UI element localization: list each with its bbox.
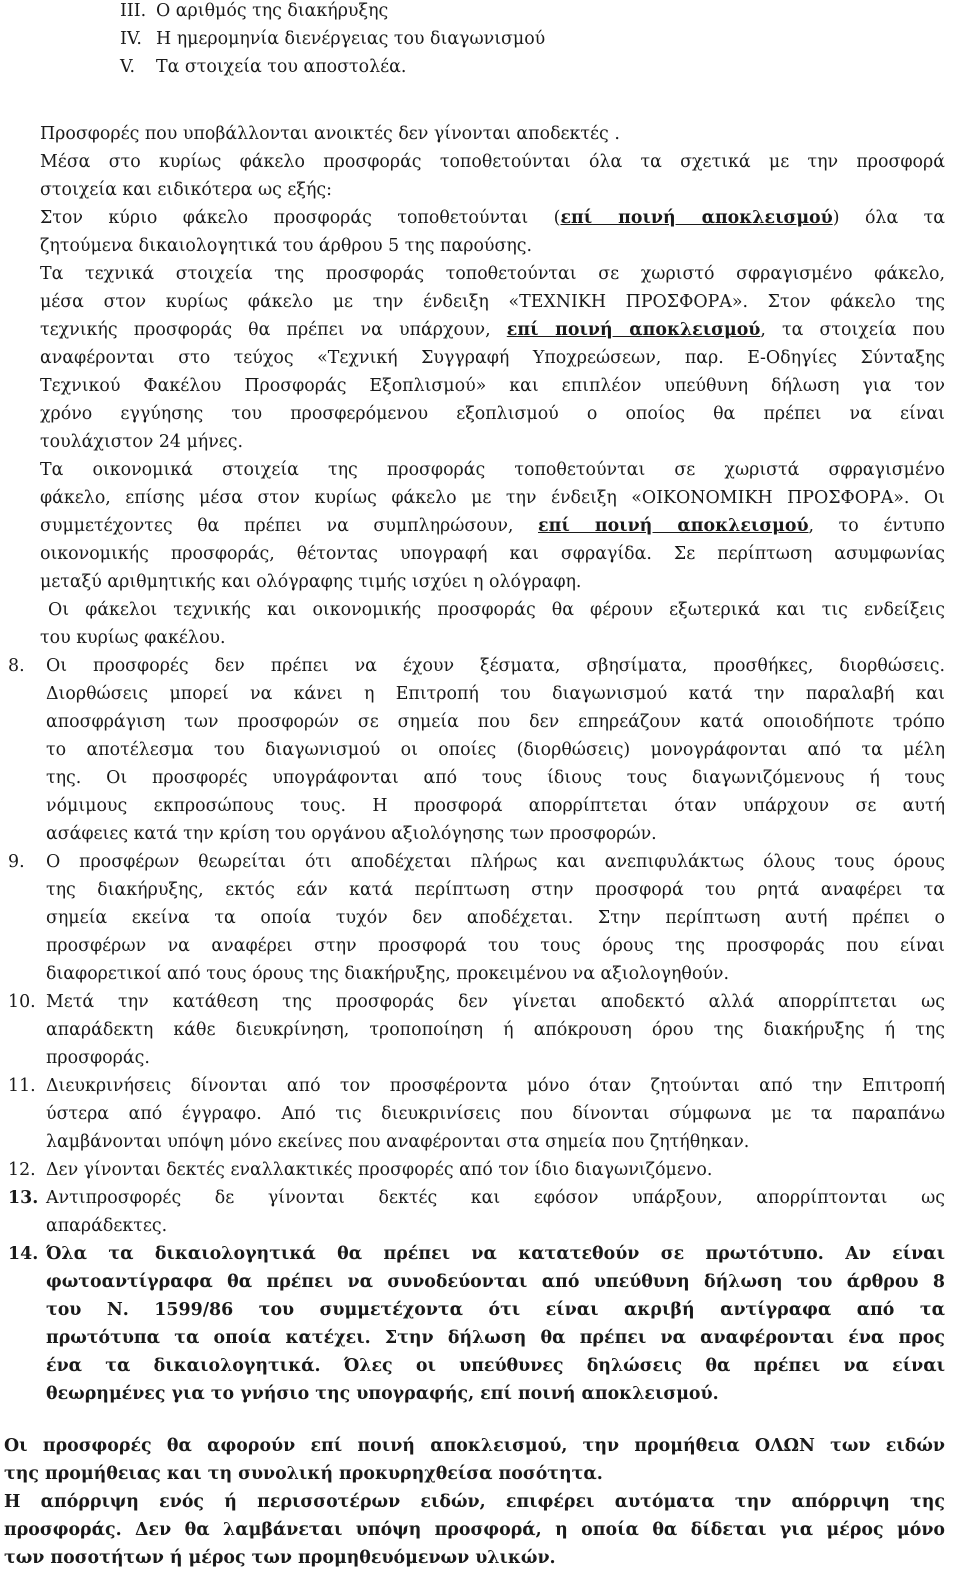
paragraph-line: αναφέρονται στο τεύχος «Τεχνική Συγγραφή Υποχρεώσεων, παρ. Ε-Οδηγίες Σύνταξης xyxy=(40,348,945,368)
closing-line: των ποσοτήτων ή μέρος των προμηθευόμενων υλικών. xyxy=(4,1548,556,1568)
item-number: 14. xyxy=(8,1244,39,1264)
paragraph-line: Τα οικονομικά στοιχεία της προσφοράς τοποθετούνται σε χωριστά σφραγισμένο xyxy=(40,460,945,480)
closing-line: προσφοράς. Δεν θα λαμβάνεται υπόψη προσφορά, η οποία θα δίδεται για μέρος μόνο xyxy=(4,1520,945,1540)
closing-line: Οι προσφορές θα αφορούν επί ποινή αποκλεισμού, την προμήθεια ΟΛΩΝ των ειδών xyxy=(4,1436,945,1456)
item-line: πρωτότυπα τα οποία κατέχει. Στην δήλωση θα πρέπει να αναφέρονται ένα προς xyxy=(46,1328,945,1348)
paragraph-line: μέσα στον κυρίως φάκελο με την ένδειξη «ΤΕΧΝΙΚΗ ΠΡΟΣΦΟΡΑ». Στον φάκελο της xyxy=(40,292,945,312)
item-line: Διευκρινήσεις δίνονται από τον προσφέροντα μόνο όταν ζητούνται από την Επιτροπή xyxy=(46,1076,945,1096)
roman-numeral: V. xyxy=(120,57,136,77)
text-run: τεχνικής προσφοράς θα πρέπει να υπάρχουν, xyxy=(40,320,507,340)
item-line: φωτοαντίγραφα θα πρέπει να συνοδεύονται από υπεύθυνη δήλωση του άρθρου 8 xyxy=(46,1272,945,1292)
emphasis-text: επί ποινή αποκλεισμού xyxy=(506,320,761,340)
text-run: Στον κύριο φάκελο προσφοράς τοποθετούνται ( xyxy=(40,208,561,228)
item-line: της διακήρυξης, εκτός εάν κατά περίπτωση στην προσφορά του ρητά αναφέρει τα xyxy=(46,880,945,900)
item-line: Οι προσφορές δεν πρέπει να έχουν ξέσματα, σβησίματα, προσθήκες, διορθώσεις. xyxy=(46,656,945,676)
paragraph-line: Τα τεχνικά στοιχεία της προσφοράς τοποθετούνται σε χωριστό σφραγισμένο φάκελο, xyxy=(40,264,945,284)
item-number: 8. xyxy=(8,656,25,676)
emphasis-text: επί ποινή αποκλεισμού xyxy=(538,516,809,536)
paragraph-line: Προσφορές που υποβάλλονται ανοικτές δεν γίνονται αποδεκτές . xyxy=(40,124,620,144)
paragraph-line xyxy=(40,512,945,540)
item-line: απαράδεκτες. xyxy=(46,1216,168,1236)
item-line: ασάφειες κατά την κρίση του οργάνου αξιολόγησης των προσφορών. xyxy=(46,824,657,844)
item-line: σημεία εκείνα τα οποία τυχόν δεν αποδέχεται. Στην περίπτωση αυτή πρέπει ο xyxy=(46,908,945,928)
item-number: 10. xyxy=(8,992,36,1012)
text-run: συμμετέχοντες θα πρέπει να συμπληρώσουν, xyxy=(40,516,539,536)
item-line: ύστερα από έγγραφο. Από τις διευκρινίσεις που δίνονται σύμφωνα με τα παραπάνω xyxy=(46,1104,945,1124)
roman-numeral: IV. xyxy=(120,29,142,49)
paragraph-line: Τεχνικού Φακέλου Προσφοράς Εξοπλισμού» και επιπλέον υπεύθυνη δήλωση για τον xyxy=(40,376,945,396)
roman-item-text: Ο αριθμός της διακήρυξης xyxy=(156,1,389,21)
item-line: Δεν γίνονται δεκτές εναλλακτικές προσφορές από τον ίδιο διαγωνιζόμενο. xyxy=(46,1160,713,1180)
item-line: ένα τα δικαιολογητικά. Όλες οι υπεύθυνες δηλώσεις θα πρέπει να είναι xyxy=(46,1356,945,1376)
item-number: 12. xyxy=(8,1160,36,1180)
item-line: λαμβάνονται υπόψη μόνο εκείνες που αναφέρονται στα σημεία που ζητήθηκαν. xyxy=(46,1132,750,1152)
item-line: απαράδεκτη κάθε διευκρίνηση, τροποποίηση ή απόκρουση όρου της διακήρυξης ή της xyxy=(46,1020,945,1040)
item-line: της. Οι προσφορές υπογράφονται από τους ίδιους τους διαγωνιζόμενους ή τους xyxy=(46,768,945,788)
paragraph-line: ζητούμενα δικαιολογητικά του άρθρου 5 της παρούσης. xyxy=(40,236,533,256)
item-line: διαφορετικοί από τους όρους της διακήρυξης, προκειμένου να αξιολογηθούν. xyxy=(46,964,730,984)
paragraph-line xyxy=(40,316,945,344)
paragraph-line: Οι φάκελοι τεχνικής και οικονομικής προσφοράς θα φέρουν εξωτερικά και τις ενδείξεις xyxy=(48,600,945,620)
item-line: Μετά την κατάθεση της προσφοράς δεν γίνεται αποδεκτό αλλά απορρίπτεται ως xyxy=(46,992,945,1012)
text-run: , το έντυπο xyxy=(808,516,945,536)
roman-numeral: III. xyxy=(120,1,147,21)
item-line: Διορθώσεις μπορεί να κάνει η Επιτροπή του διαγωνισμού κατά την παραλαβή και xyxy=(46,684,945,704)
closing-line: της προμήθειας και τη συνολική προκυρηχθείσα ποσότητα. xyxy=(4,1464,603,1484)
paragraph-line: φάκελο, επίσης μέσα στον κυρίως φάκελο με την ένδειξη «ΟΙΚΟΝΟΜΙΚΗ ΠΡΟΣΦΟΡΑ». Οι xyxy=(40,488,945,508)
paragraph-line: χρόνο εγγύησης του προσφερόμενου εξοπλισμού ο οποίος θα πρέπει να είναι xyxy=(40,404,945,424)
roman-item-text: Η ημερομηνία διενέργειας του διαγωνισμού xyxy=(156,29,546,49)
item-line: νόμιμους εκπροσώπους τους. Η προσφορά απορρίπτεται όταν υπάρχουν σε αυτή xyxy=(46,796,945,816)
item-line: Αντιπροσφορές δε γίνονται δεκτές και εφόσον υπάρξουν, απορρίπτονται ως xyxy=(46,1188,945,1208)
item-number: 13. xyxy=(8,1188,39,1208)
text-run: , τα στοιχεία που xyxy=(760,320,945,340)
paragraph-line: του κυρίως φακέλου. xyxy=(40,628,226,648)
roman-item-text: Τα στοιχεία του αποστολέα. xyxy=(156,57,407,77)
item-number: 9. xyxy=(8,852,25,872)
item-number: 11. xyxy=(8,1076,36,1096)
text-run: ) όλα τα xyxy=(832,208,945,228)
item-line: το αποτέλεσμα του διαγωνισμού οι οποίες (διορθώσεις) μονογράφονται από τα μέλη xyxy=(46,740,945,760)
item-line: Όλα τα δικαιολογητικά θα πρέπει να κατατεθούν σε πρωτότυπο. Αν είναι xyxy=(46,1244,945,1264)
item-line: προσφοράς. xyxy=(46,1048,150,1068)
paragraph-line: Μέσα στο κυρίως φάκελο προσφοράς τοποθετούνται όλα τα σχετικά με την προσφορά xyxy=(40,152,945,172)
item-line: θεωρημένες για το γνήσιο της υπογραφής, επί ποινή αποκλεισμού. xyxy=(46,1384,719,1404)
emphasis-text: επί ποινή αποκλεισμού xyxy=(560,208,833,228)
item-line: αποσφράγιση των προσφορών σε σημεία που δεν επηρεάζουν κατά οποιοδήποτε τρόπο xyxy=(46,712,945,732)
paragraph-line: στοιχεία και ειδικότερα ως εξής: xyxy=(40,180,333,200)
item-line: Ο προσφέρων θεωρείται ότι αποδέχεται πλήρως και ανεπιφυλάκτως όλους τους όρους xyxy=(46,852,945,872)
closing-line: Η απόρριψη ενός ή περισσοτέρων ειδών, επιφέρει αυτόματα την απόρριψη της xyxy=(4,1492,945,1512)
paragraph-line: μεταξύ αριθμητικής και ολόγραφης τιμής ισχύει η ολόγραφη. xyxy=(40,572,582,592)
item-line: του Ν. 1599/86 του συμμετέχοντα ότι είναι ακριβή αντίγραφα από τα xyxy=(46,1300,945,1320)
paragraph-line: τουλάχιστον 24 μήνες. xyxy=(40,432,244,452)
paragraph-line xyxy=(40,204,945,232)
paragraph-line: οικονομικής προσφοράς, θέτοντας υπογραφή και σφραγίδα. Σε περίπτωση ασυμφωνίας xyxy=(40,544,945,564)
item-line: προσφέρων να αναφέρει στην προσφορά του τους όρους της προσφοράς που είναι xyxy=(46,936,945,956)
